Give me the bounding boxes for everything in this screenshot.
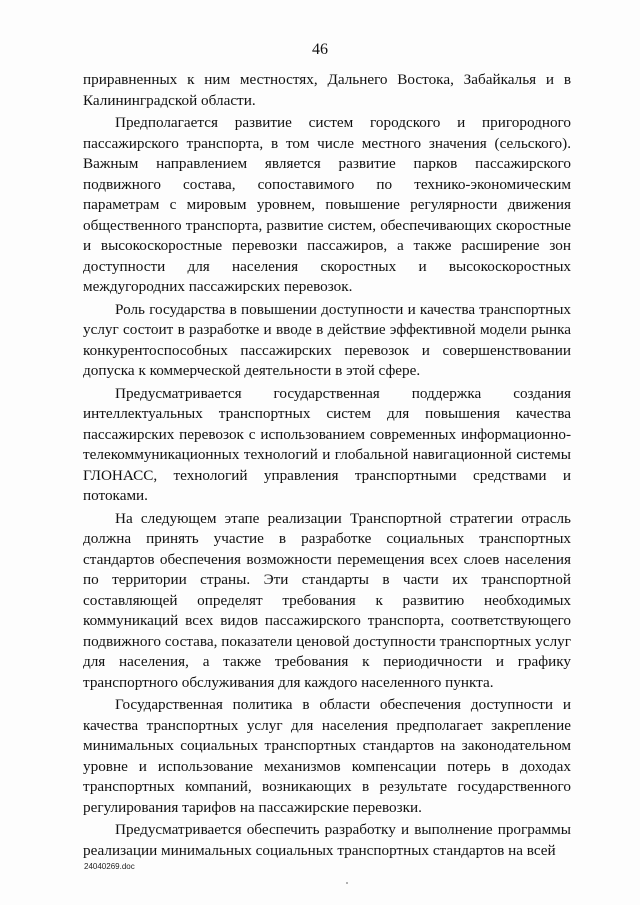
paragraph: приравненных к ним местностях, Дальнего Востока, Забайкалья и в Калининградской области. (83, 71, 571, 109)
paragraph: Роль государства в повышении доступности и качества транспортных услуг состоит в разработке и вводе в действие эффективной модели рынка конкурентоспособных пассажирских перевозок и совершенствовании допуска к коммерческой деятельности в этой сфере. (83, 300, 571, 379)
paragraph: Предусматривается обеспечить разработку и выполнение программы реализации минимальных социальных транспортных стандартов на всей (83, 821, 571, 859)
paragraph: Предполагается развитие систем городского и пригородного пассажирского транспорта, в том числе местного значения (сельского). Важным направлением является развитие парков пассажирского подвижного состава, сопоставимого по технико-экономическим параметрам с мировым уровнем, повышение регулярности движения общественного транспорта, развитие систем, обеспечивающих скоростные и высокоскоростные перевозки пассажиров, а также расширение зон доступности для населения скоростных и высокоскоростных междугородних пассажирских перевозок. (83, 114, 571, 295)
page-number: 46 (312, 41, 328, 58)
body-text (83, 70, 571, 863)
paragraph: Предусматривается государственная поддержка создания интеллектуальных транспортных систем для повышения качества пассажирских перевозок с использованием современных информационно-телекоммуникационных технологий и глобальной навигационной системы ГЛОНАСС, технологий управления транспортными средствами и потоками. (83, 384, 571, 504)
file-name-footer: 24040269.doc (84, 862, 135, 871)
paragraph: На следующем этапе реализации Транспортной стратегии отрасль должна принять участие в разработке социальных транспортных стандартов обеспечения возможности перемещения всех слоев населения по территории страны. Эти стандарты в части их транспортной составляющей определят требования к развитию необходимых коммуникаций всех видов пассажирского транспорта, соответствующего подвижного состава, показатели ценовой доступности транспортных услуг для населения, а также требования к периодичности и графику транспортного обслуживания для каждого населенного пункта. (83, 509, 571, 691)
scan-dot (346, 882, 348, 884)
paragraph: Государственная политика в области обеспечения доступности и качества транспортных услуг для населения предполагает закрепление минимальных социальных транспортных стандартов на законодательном уровне и использование механизмов компенсации потерь в доходах транспортных компаний, возникающих в результате государственного регулирования тарифов на пассажирские перевозки. (83, 696, 571, 816)
